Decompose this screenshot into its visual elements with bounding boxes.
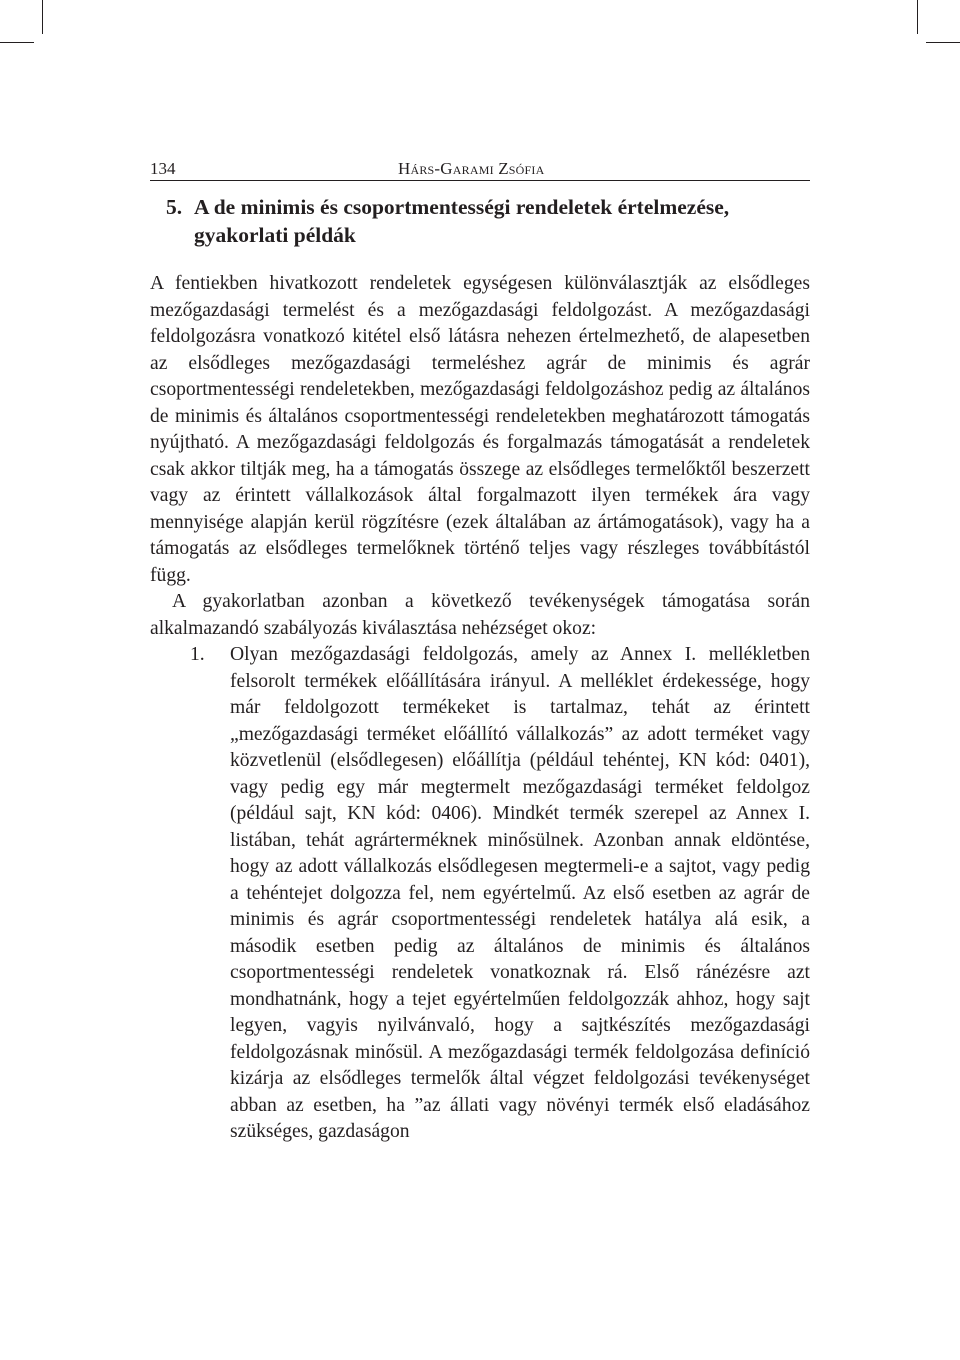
crop-mark-top-right — [917, 0, 918, 34]
section-title: A de minimis és csoportmentességi rendeletek értelmezése, gyakorlati példák — [194, 195, 730, 247]
page-number: 134 — [150, 159, 176, 178]
paragraph-1: A fentiekben hivatkozott rendeletek egységesen különválasztják az elsődleges mezőgazdasági termelést és a mezőgazdasági feldolgozást. A mezőgazdasági feldolgozásra vonatkozó kitétel első látásra nehezen értelmezhető, de alapesetben az elsődleges mezőgazdasági termeléshez agrár de minimis és agrár csoportmentességi rendeletekben, mezőgazdasági feldolgozáshoz pedig az általános de minimis és általános csoportmentességi rendeletekben meghatározott támogatás nyújtható. A mezőgazdasági feldolgozás és forgalmazás támogatását a rendeletek csak akkor tiltják meg, ha a támogatás összege az elsődleges termelőktől beszerzett vagy az érintett vállalkozások által forgalmazott ilyen termékek ára vagy mennyisége alapján kerül rögzítésre (ezek általában az ártámogatások), vagy ha a támogatás az elsődleges termelőknek történő teljes vagy részleges továbbítástól függ. — [150, 273, 810, 586]
section-number: 5. — [166, 195, 183, 219]
crop-mark-top-right-h — [926, 42, 960, 43]
list-item-marker: 1. — [190, 644, 205, 665]
paragraph-2: A gyakorlatban azonban a következő tevékenységek támogatása során alkalmazandó szabályozás kiválasztása nehézséget okoz: — [150, 591, 810, 639]
list-item — [150, 642, 810, 1146]
crop-mark-top-left-h — [0, 42, 34, 43]
numbered-list — [150, 642, 810, 1146]
list-item-text: Olyan mezőgazdasági feldolgozás, amely az Annex I. mellékletben felsorolt termékek előállítására irányul. A melléklet érdekessége, hogy már feldolgozott termékeket is tartalmaz, tehát az érintett „mezőgazdasági terméket előállító vállalkozás” az adott terméket vagy közvetlenül (elsődlegesen) előállítja (például tehéntej, KN kód: 0401), vagy pedig egy már megtermelt mezőgazdasági terméket feldolgoz (például sajt, KN kód: 0406). Mindkét termék szerepel az Annex I. listában, tehát agrárterméknek minősülnek. Azonban annak eldöntése, hogy az adott vállalkozás elsődlegesen megtermeli-e a sajtot, vagy pedig a tehéntejet dolgozza fel, nem egyértelmű. Az első esetben az agrár de minimis és agrár csoportmentességi rendeletek hatálya alá esik, a második esetben pedig az általános de minimis és általános csoportmentességi rendeletek vonatkoznak rá. Első ránézésre azt mondhatnánk, hogy a tejet egyértelműen feldolgozzák ahhoz, hogy sajt legyen, vagyis nyilvánvaló, hogy a sajtkészítés mezőgazdasági feldolgozásnak minősül. A mezőgazdasági termék feldolgozása definíció kizárja az elsődleges termelők által végzet feldolgozási tevékenységet abban az esetben, ha ”az állati vagy növényi termék első eladásához szükséges, gazdaságon — [230, 644, 810, 1142]
running-title: Hárs-Garami Zsófia — [398, 159, 545, 178]
running-head — [150, 150, 810, 181]
crop-mark-top-left — [42, 0, 43, 34]
body-text — [150, 271, 810, 1146]
document-page — [150, 150, 810, 1146]
section-heading — [150, 193, 810, 249]
